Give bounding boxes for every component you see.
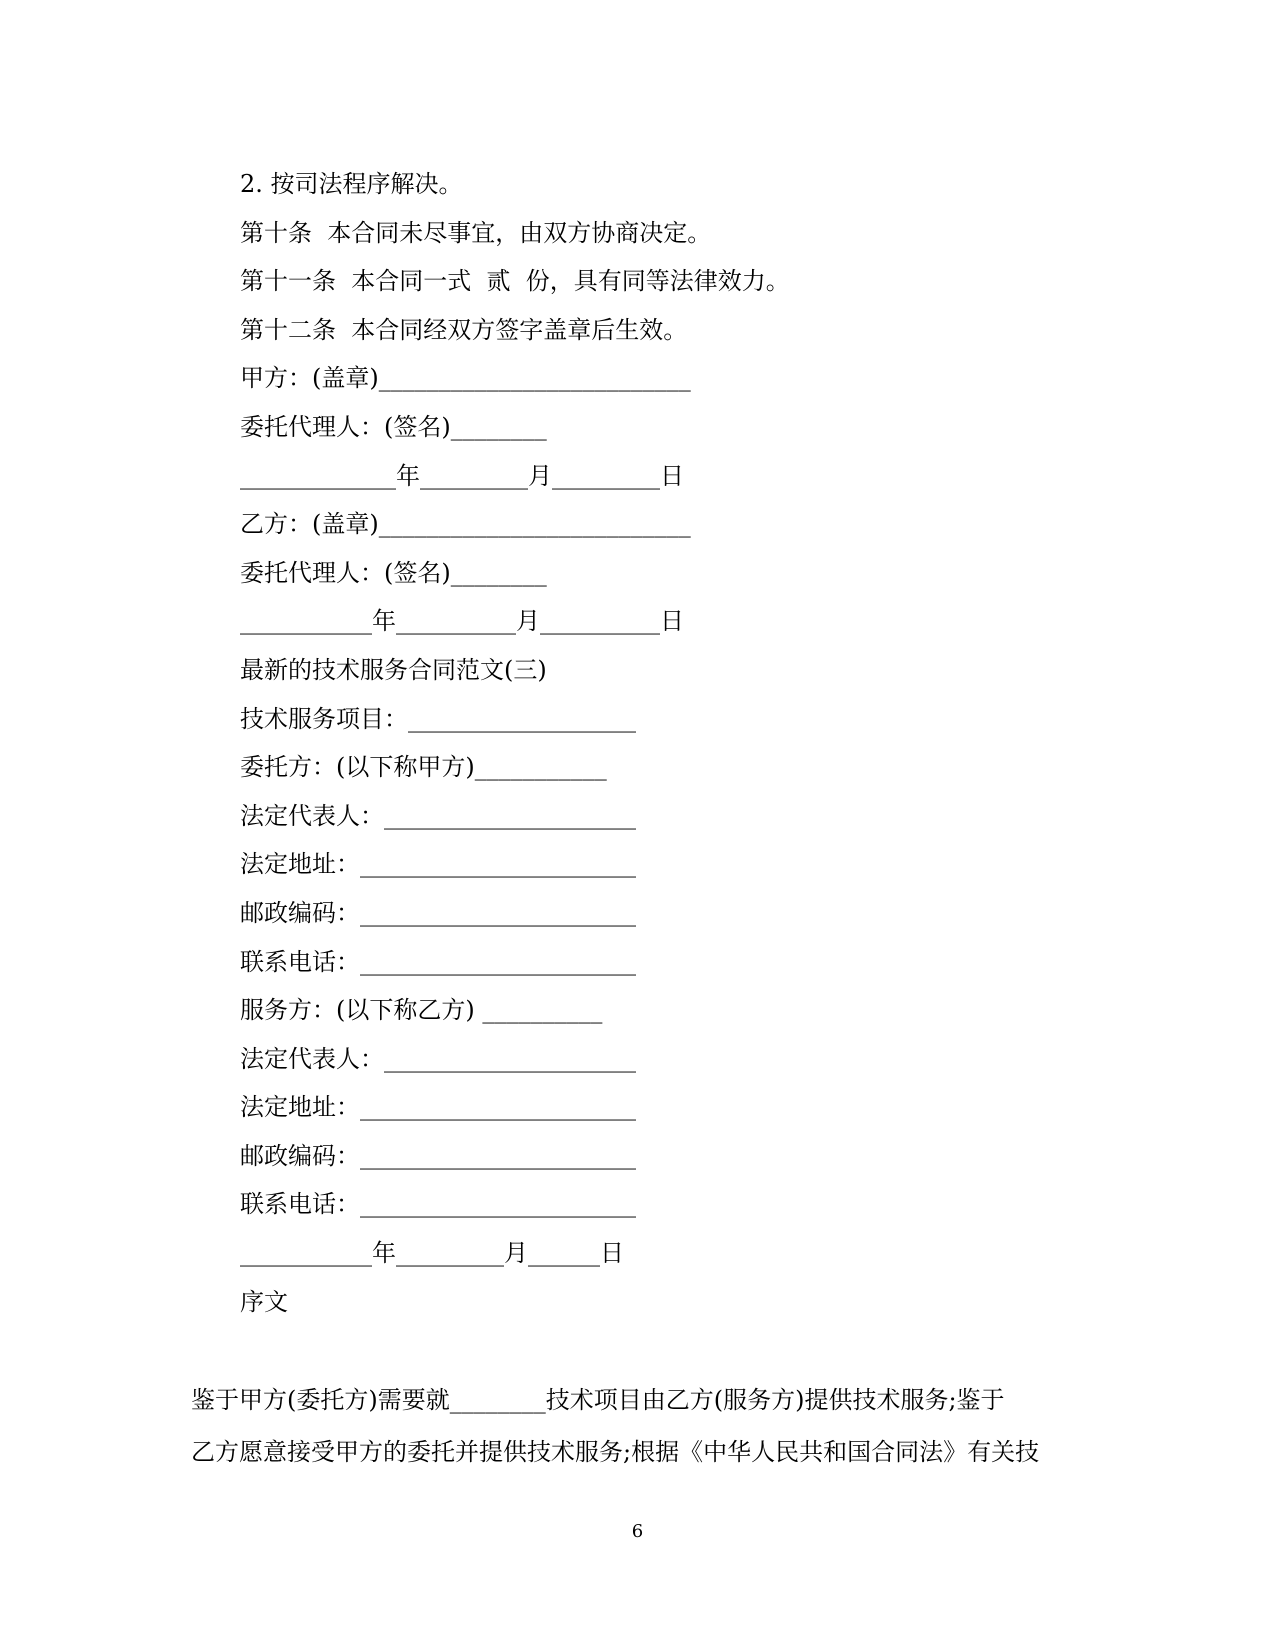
- text-line: 第十一条 本合同一式 贰 份，具有同等法律效力。: [240, 267, 790, 296]
- page-number: 6: [631, 1521, 644, 1542]
- text-line: 邮政编码：_______________________: [240, 1141, 636, 1170]
- text-line: 服务方：(以下称乙方) __________: [240, 996, 603, 1025]
- text-line: 技术服务项目：___________________: [240, 704, 636, 733]
- text-line: 法定代表人：_____________________: [240, 801, 636, 830]
- text-line: 2. 按司法程序解决。: [240, 170, 463, 198]
- text-line: ___________年_________月______日: [240, 1239, 624, 1268]
- paragraph-line: 鉴于甲方(委托方)需要就________技术项目由乙方(服务方)提供技术服务;鉴于: [191, 1386, 1005, 1414]
- text-line: 第十二条 本合同经双方签字盖章后生效。: [240, 315, 688, 344]
- text-line: 甲方：(盖章)__________________________: [240, 364, 691, 393]
- text-line: ___________年__________月__________日: [240, 607, 684, 636]
- text-line: 法定代表人：_____________________: [240, 1044, 636, 1073]
- text-line: _____________年_________月_________日: [240, 461, 684, 490]
- text-line: 乙方：(盖章)__________________________: [240, 510, 691, 539]
- text-line: 联系电话：_______________________: [240, 947, 636, 976]
- text-line: 联系电话：_______________________: [240, 1190, 636, 1219]
- text-line: 法定地址：_______________________: [240, 1093, 636, 1122]
- text-line: 委托代理人：(签名)________: [240, 412, 547, 441]
- preface-paragraph: [191, 1374, 1091, 1478]
- paragraph-line: 乙方愿意接受甲方的委托并提供技术服务;根据《中华人民共和国合同法》有关技: [191, 1438, 1040, 1466]
- contract-text-block: [240, 160, 1060, 1326]
- section-heading: 序文: [240, 1287, 288, 1316]
- text-line: 邮政编码：_______________________: [240, 898, 636, 927]
- text-line: 委托方：(以下称甲方)___________: [240, 753, 607, 782]
- text-line: 法定地址：_______________________: [240, 850, 636, 879]
- section-heading: 最新的技术服务合同范文(三): [240, 655, 547, 684]
- text-line: 委托代理人：(签名)________: [240, 558, 547, 587]
- text-line: 第十条 本合同未尽事宜，由双方协商决定。: [240, 218, 712, 247]
